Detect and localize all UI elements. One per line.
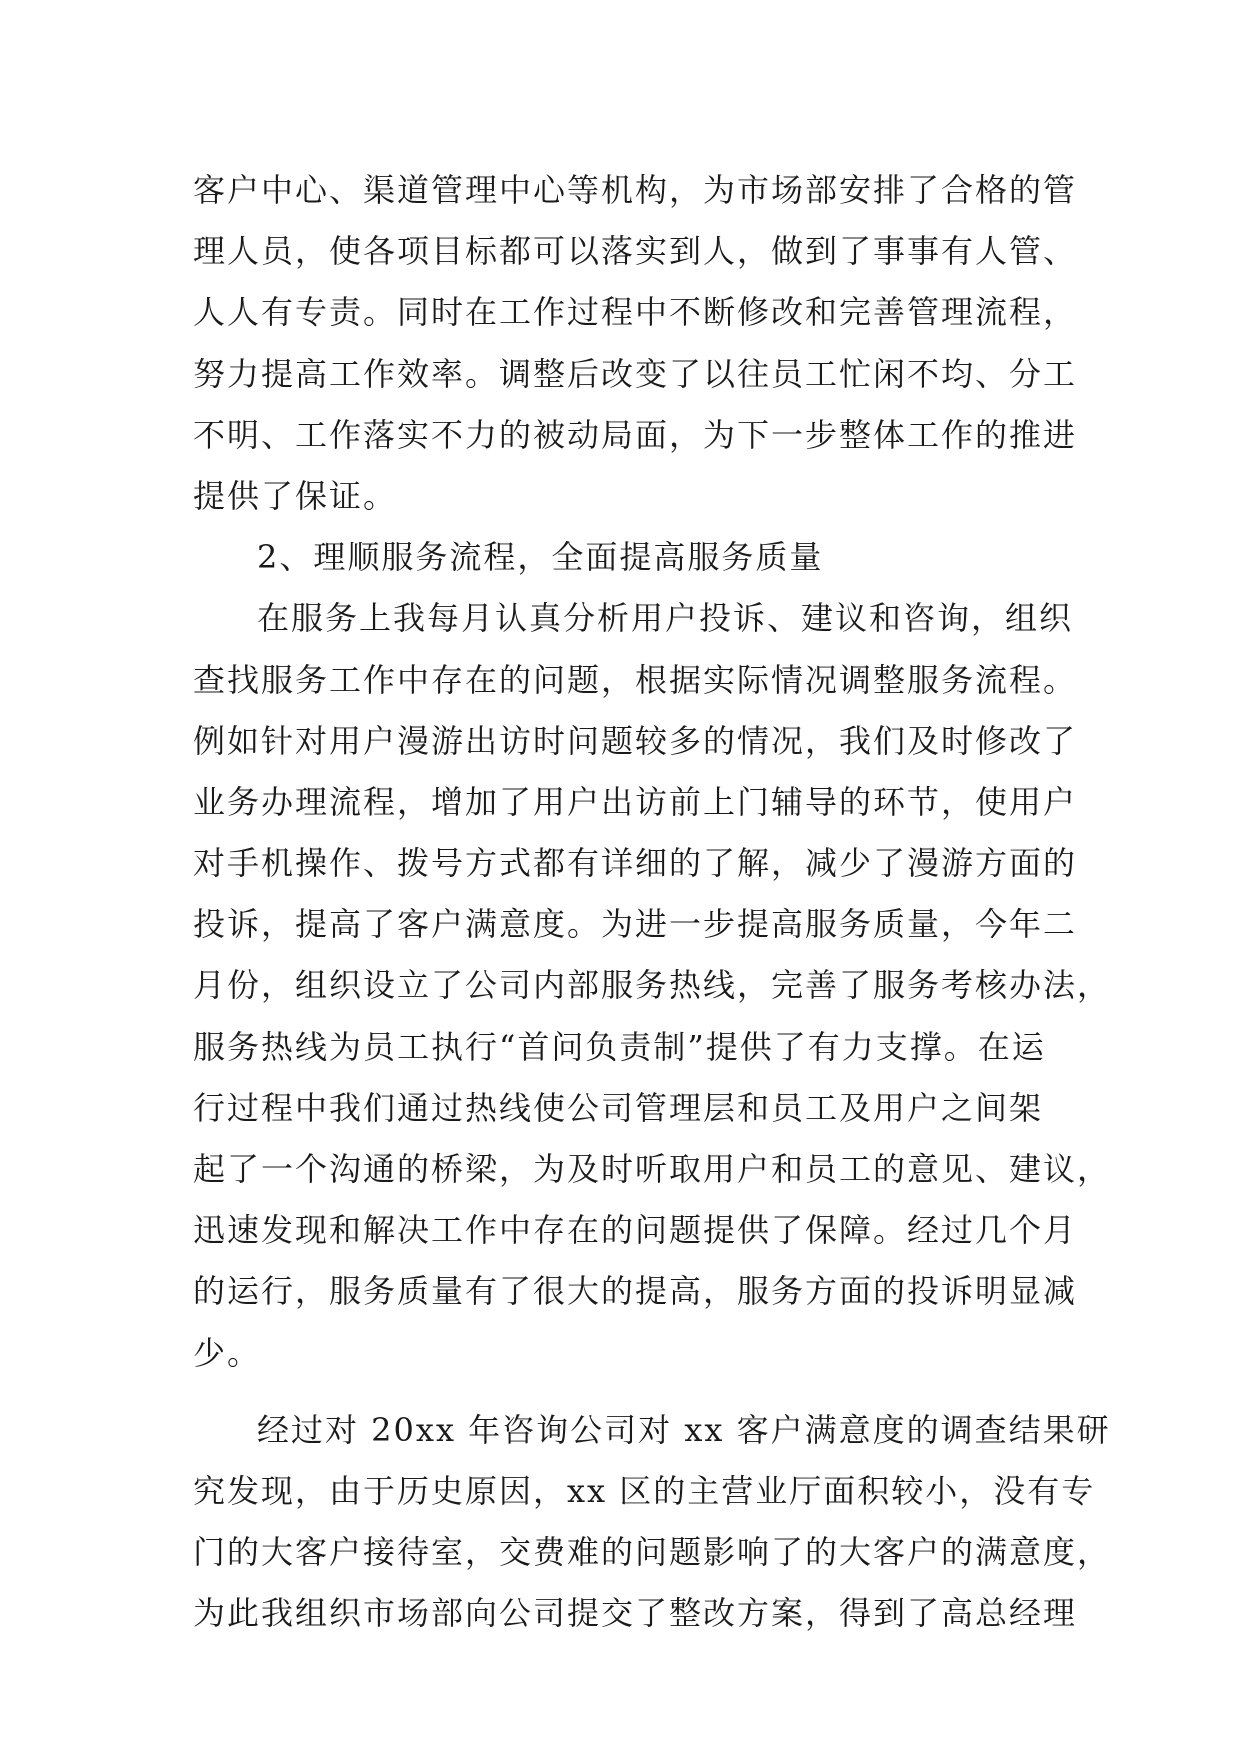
section-heading: 2、理顺服务流程，全面提高服务质量: [257, 538, 824, 577]
text-line: 查找服务工作中存在的问题，根据实际情况调整服务流程。: [193, 660, 1078, 699]
text-line: 理人员，使各项目标都可以落实到人，做到了事事有人管、: [193, 232, 1078, 271]
text-line: 行过程中我们通过热线使公司管理层和员工及用户之间架: [193, 1088, 1044, 1127]
text-line: 经过对 20xx 年咨询公司对 xx 客户满意度的调查结果研: [257, 1410, 1111, 1449]
paragraph-1: [193, 160, 1078, 527]
paragraph-3: [193, 1400, 1112, 1645]
text-line: 客户中心、渠道管理中心等机构，为市场部安排了合格的管: [193, 171, 1078, 209]
text-line: 究发现，由于历史原因，xx 区的主营业厅面积较小，没有专: [193, 1471, 1096, 1510]
text-line: 月份，组织设立了公司内部服务热线，完善了服务考核办法，: [193, 966, 1112, 1005]
text-line: 对手机操作、拨号方式都有详细的了解，减少了漫游方面的: [193, 844, 1078, 883]
text-line: 努力提高工作效率。调整后改变了以往员工忙闲不均、分工: [193, 354, 1078, 393]
text-line: 的运行，服务质量有了很大的提高，服务方面的投诉明显减: [193, 1272, 1078, 1311]
text-line: 在服务上我每月认真分析用户投诉、建议和咨询，组织: [257, 599, 1074, 638]
section-heading-2: [193, 527, 1073, 588]
text-line: 为此我组织市场部向公司提交了整改方案，得到了高总经理: [193, 1594, 1078, 1633]
text-line: 迅速发现和解决工作中存在的问题提供了保障。经过几个月: [193, 1211, 1078, 1250]
text-line: 不明、工作落实不力的被动局面，为下一步整体工作的推进: [193, 415, 1078, 454]
text-line: 起了一个沟通的桥梁，为及时听取用户和员工的意见、建议，: [193, 1150, 1112, 1188]
text-line: 门的大客户接待室，交费难的问题影响了的大客户的满意度，: [193, 1533, 1112, 1572]
paragraph-gap: [193, 1384, 1073, 1400]
text-line: 提供了保证。: [193, 476, 398, 515]
text-line: 人人有专责。同时在工作过程中不断修改和完善管理流程，: [193, 293, 1078, 332]
text-line: 服务热线为员工执行“首问负责制”提供了有力支撑。在运: [193, 1027, 1046, 1066]
text-line: 少。: [193, 1333, 262, 1372]
text-line: 例如针对用户漫游出访时问题较多的情况，我们及时修改了: [193, 721, 1078, 760]
paragraph-2: [193, 588, 1112, 1383]
document-body: [193, 160, 1112, 1645]
text-line: 投诉，提高了客户满意度。为进一步提高服务质量，今年二: [193, 905, 1078, 944]
text-line: 业务办理流程，增加了用户出访前上门辅导的环节，使用户: [193, 782, 1078, 821]
